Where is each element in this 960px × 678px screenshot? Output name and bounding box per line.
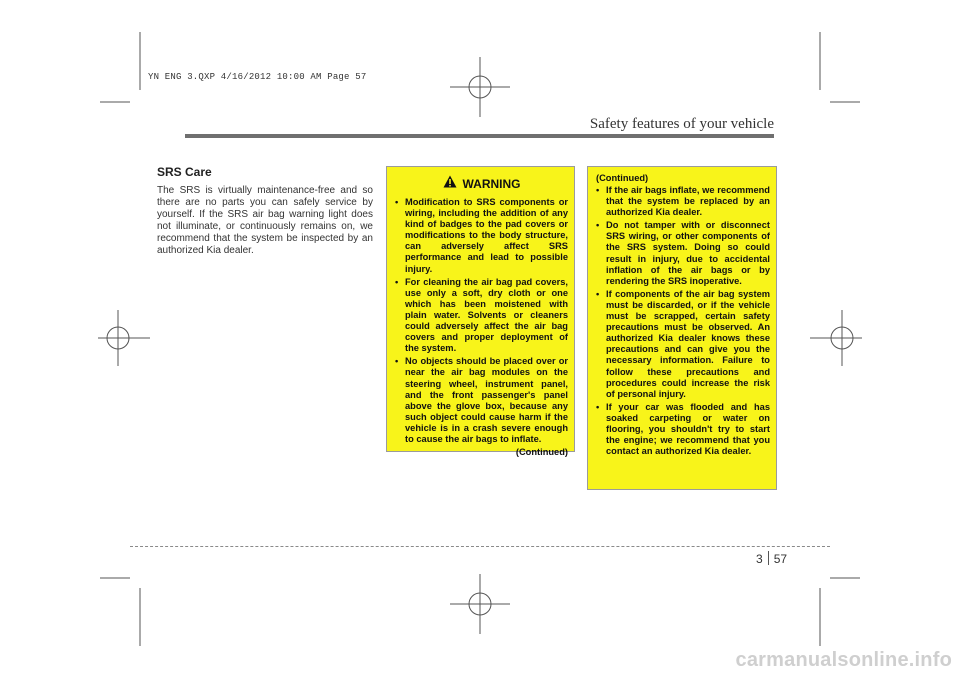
warning-triangle-icon	[443, 175, 457, 193]
continued-warning-box	[587, 166, 777, 490]
continued-heading: (Continued)	[596, 173, 649, 183]
chapter-header-title: Safety features of your vehicle	[589, 116, 774, 132]
registration-mark-bottom	[450, 574, 510, 634]
header-rule	[185, 134, 774, 138]
list-item: • Do not tamper with or disconnect SRS wiring, or other components of the SRS system. Doing so could result in injury, due to accidental inflation of the air bags or by rendering the SRS inoperative.	[596, 220, 770, 287]
registration-mark-right	[810, 310, 862, 366]
srs-care-section	[157, 165, 373, 258]
list-item: • Modification to SRS components or wiring, including the addition of any kind of badges to the pad covers or modifications to the body structure, can adversely affect SRS performance and lead to possible injury.	[395, 197, 568, 275]
section-title: SRS Care	[157, 165, 212, 179]
continued-label: (Continued)	[515, 447, 568, 458]
chapter-number: 3	[756, 552, 763, 566]
list-item: • If components of the air bag system must be discarded, or if the vehicle must be scrapped, certain safety precautions must be observed. An authorized Kia dealer knows these precautions and can give you the necessary information. Failure to follow these precautions and procedures could increase the risk of personal injury.	[596, 289, 770, 400]
list-item: • If the air bags inflate, we recommend that the system be replaced by an authorized Kia dealer.	[596, 185, 770, 218]
registration-mark-top	[450, 57, 510, 117]
warning-list	[395, 197, 568, 445]
warning-header	[395, 175, 568, 193]
list-item: • No objects should be placed over or near the air bag modules on the steering wheel, instrument panel, and the front passenger's panel above the glove box, because any such object could cause harm if the vehicle is in a crash severe enough to cause the air bags to inflate.	[395, 356, 568, 445]
list-item: • For cleaning the air bag pad covers, use only a soft, dry cloth or one which has been moistened with plain water. Solvents or cleaners could adversely affect the air bag covers and proper deployment of the system.	[395, 277, 568, 355]
list-item: • If your car was flooded and has soaked carpeting or water on flooring, you shouldn't try to start the engine; we recommend that you contact an authorized Kia dealer.	[596, 402, 770, 457]
page-number-value: 57	[773, 552, 788, 566]
section-body: The SRS is virtually maintenance-free and so there are no parts you can safely service by yourself. If the SRS air bag warning light does not illuminate, or continuously remains on, we recommend that the system be inspected by an authorized Kia dealer.	[157, 185, 373, 257]
page-separator	[768, 551, 769, 565]
print-slug: YN ENG 3.QXP 4/16/2012 10:00 AM Page 57	[148, 72, 367, 82]
watermark: carmanualsonline.info	[735, 649, 952, 671]
page-number	[756, 551, 787, 566]
warning-title: WARNING	[462, 177, 521, 191]
footer-rule	[130, 546, 830, 547]
continued-list	[596, 185, 770, 457]
warning-box	[386, 166, 575, 458]
registration-mark-left	[98, 310, 150, 366]
